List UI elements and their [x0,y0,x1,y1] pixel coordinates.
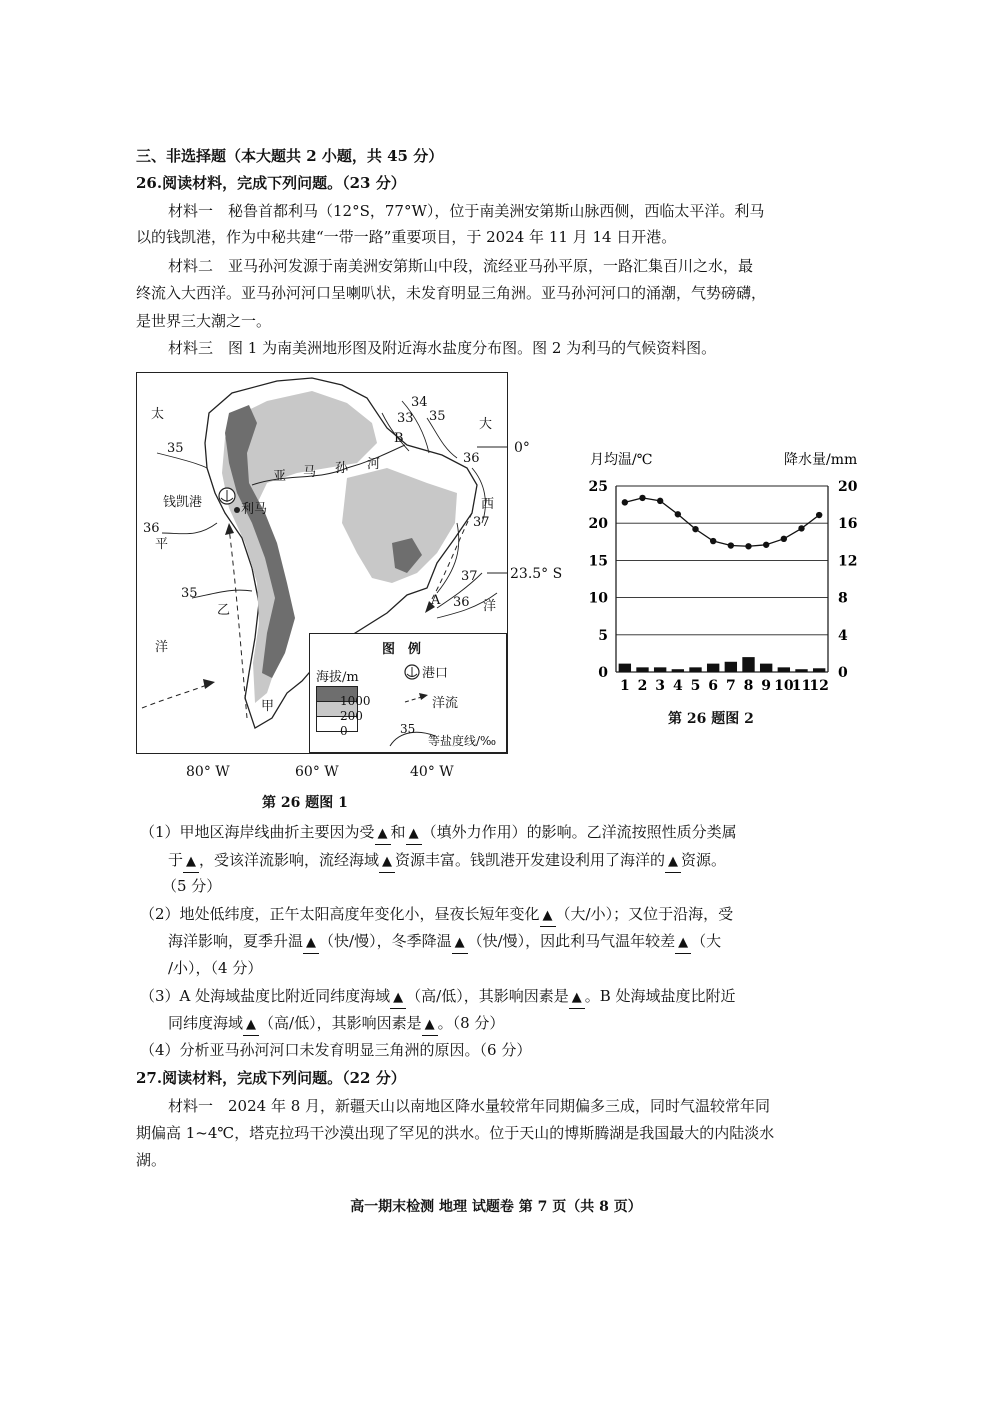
precip-bar [619,664,631,672]
legend-elev-1000: 1000 [340,694,371,708]
precip-bar [813,668,825,672]
month-tick-label: 5 [690,678,701,694]
right-tick-label: 20 [838,479,858,495]
month-tick-label: 1 [619,678,630,694]
temperature-point [622,499,628,505]
q26-2-line1: （2）地处低纬度，正午太阳高度年变化小，昼夜长短年变化 ▲ （大/小）；又位于沿海，受 [140,904,733,927]
temperature-point [728,542,734,548]
label-B: B [394,431,404,446]
temperature-point [675,511,681,517]
temperature-line [625,498,819,546]
lon-label-80: 80° W [186,764,230,780]
right-tick-label: 8 [838,590,848,607]
fig2-caption: 第 26 题图 2 [668,711,754,727]
month-tick-label: 11 [791,678,812,694]
fig1-caption: 第 26 题图 1 [262,795,348,811]
temperature-point [745,543,751,549]
label-s34: 34 [411,395,428,410]
label-s35c: 35 [429,409,446,424]
left-tick-label: 10 [588,590,608,607]
isohaline-west-36 [162,523,217,534]
temperature-point [692,526,698,532]
lon-label-60: 60° W [295,764,339,780]
month-tick-label: 10 [774,678,794,694]
climate-chart [584,446,884,726]
label-s36b: 36 [463,451,480,466]
q26-material1-line2: 以的钱凯港，作为中秘共建“一带一路”重要项目，于 2024 年 11 月 14 日开港。 [136,228,677,246]
q26-3-line2: 同纬度海域 ▲ （高/低），其影响因素是 ▲ 。（8 分） [168,1013,504,1036]
precip-bar [654,667,666,672]
legend-elev-200: 200 [340,709,363,723]
right-tick-label: 12 [838,553,858,570]
q26-2-line3: /小），（4 分） [168,959,263,977]
precip-bar [742,657,754,672]
q26-header: 26.阅读材料，完成下列问题。（23 分） [136,174,406,192]
q26-material3: 材料三 图 1 为南美洲地形图及附近海水盐度分布图。图 2 为利马的气候资料图。 [168,339,717,357]
temperature-point [710,538,716,544]
label-equator: 0° [514,440,530,456]
month-tick-label: 4 [672,678,683,694]
label-amazon-2: 马 [303,465,317,480]
label-jia: 甲 [261,699,275,714]
month-tick-label: 3 [655,678,666,694]
temperature-point [816,512,822,518]
temperature-point [798,525,804,531]
q26-1-line3: （5 分） [162,877,222,895]
legend-elev-title: 海拔/m [316,670,359,685]
temperature-point [657,498,663,504]
month-tick-label: 2 [637,678,648,694]
left-tick-label: 15 [588,553,608,570]
left-tick-label: 25 [588,479,608,495]
q27-material1-line1: 材料一 2024 年 8 月，新疆天山以南地区降水量较常年同期偏多三成，同时气温较常年同 [168,1097,771,1115]
precip-bar [778,667,790,672]
chart-left-label: 月均温/℃ [590,452,653,468]
precip-bar [689,667,701,672]
right-tick-label: 16 [838,516,858,533]
month-tick-label: 7 [725,678,736,694]
label-lima: 利马 [241,502,268,517]
label-amazon-1: 亚 [273,469,287,484]
temperature-point [763,542,769,548]
label-da: 大 [479,417,493,432]
label-xi: 西 [481,497,495,512]
right-tick-label: 0 [838,665,848,681]
label-yang-w: 洋 [155,640,169,655]
label-port-name: 钱凯港 [163,495,203,510]
legend-port-label: 港口 [422,666,449,681]
q26-material2-line2: 终流入大西洋。亚马孙河河口呈喇叭状，未发育明显三角洲。亚马孙河河口的涌潮，气势磅礴， [136,284,767,302]
label-amazon-3: 孙 [335,461,349,476]
label-tai: 太 [151,407,165,422]
legend-elev-0: 0 [340,724,348,738]
month-tick-label: 12 [809,678,829,694]
q26-1-line1: （1）甲地区海岸线曲折主要因为受 ▲ 和 ▲ （填外力作用）的影响。乙洋流按照性质分类属 [140,822,737,845]
left-tick-label: 20 [588,516,608,533]
month-tick-label: 8 [743,678,754,694]
map-legend [309,633,507,753]
current-west-wind [142,683,212,708]
precip-bar [636,667,648,672]
legend-iso-label: 等盐度线/‰ [428,734,497,748]
page-footer: 高一期末检测 地理 试题卷 第 7 页（共 8 页） [350,1199,642,1215]
q26-1-line2: 于 ▲ ，受该洋流影响，流经海域 ▲ 资源丰富。钱凯港开发建设利用了海洋的 ▲ 资源。 [168,850,726,873]
label-s36c: 36 [453,595,470,610]
label-yi: 乙 [217,603,231,618]
q27-material1-line3: 湖。 [136,1151,167,1169]
label-s37a: 37 [473,515,490,530]
lon-label-40: 40° W [410,764,454,780]
label-amazon-4: 河 [367,457,381,472]
q26-4: （4）分析亚马孙河河口未发育明显三角洲的原因。（6 分） [140,1041,532,1059]
label-tropic: 23.5° S [510,566,563,582]
label-s37b: 37 [461,569,478,584]
label-A: A [431,593,441,608]
q26-material2-line3: 是世界三大潮之一。 [136,312,272,330]
label-s35b: 35 [181,586,198,601]
precip-bar [795,669,807,672]
q27-material1-line2: 期偏高 1~4℃，塔克拉玛干沙漠出现了罕见的洪水。位于天山的博斯腾湖是我国最大的内陆淡水 [136,1124,775,1142]
month-tick-label: 6 [708,678,719,694]
anchor-icon [219,488,235,504]
current-peru [229,528,247,718]
chart-right-label: 降水量/mm [784,452,858,468]
legend-current-label: 洋流 [432,696,459,711]
label-s35a: 35 [167,441,184,456]
left-tick-label: 0 [598,665,608,681]
legend-iso-num: 35 [400,722,416,736]
precip-bar [760,664,772,672]
q26-2-line2: 海洋影响，夏季升温 ▲ （快/慢），冬季降温 ▲ （快/慢），因此利马气温年较差 ▲ （大 [168,931,721,954]
label-ping: 平 [155,537,169,552]
isohaline-west-35b [192,590,252,598]
precip-bar [725,662,737,672]
label-s33: 33 [397,411,414,426]
precip-bar [707,664,719,672]
q26-3-line1: （3）A 处海域盐度比附近同纬度海域 ▲ （高/低），其影响因素是 ▲ 。B 处海域盐度比附近 [140,986,736,1009]
left-tick-label: 5 [598,627,608,644]
q27-header: 27.阅读材料，完成下列问题。（22 分） [136,1069,406,1087]
label-yang-e: 洋 [483,599,497,614]
legend-anchor-icon [405,665,419,679]
lima-dot [234,507,240,513]
temperature-point [781,536,787,542]
q26-material2-line1: 材料二 亚马孙河发源于南美洲安第斯山中段，流经亚马孙平原，一路汇集百川之水，最 [168,257,754,275]
legend-title: 图 例 [382,642,422,657]
south-america-map [136,372,508,754]
label-s36a: 36 [143,521,160,536]
temperature-point [639,495,645,501]
q26-material1-line1: 材料一 秘鲁首都利马（12°S，77°W），位于南美洲安第斯山脉西侧，西临太平洋。利马 [168,202,765,220]
section-title: 三、非选择题（本大题共 2 小题，共 45 分） [136,147,444,165]
month-tick-label: 9 [761,678,772,694]
precip-bar [672,669,684,672]
right-tick-label: 4 [838,627,848,644]
